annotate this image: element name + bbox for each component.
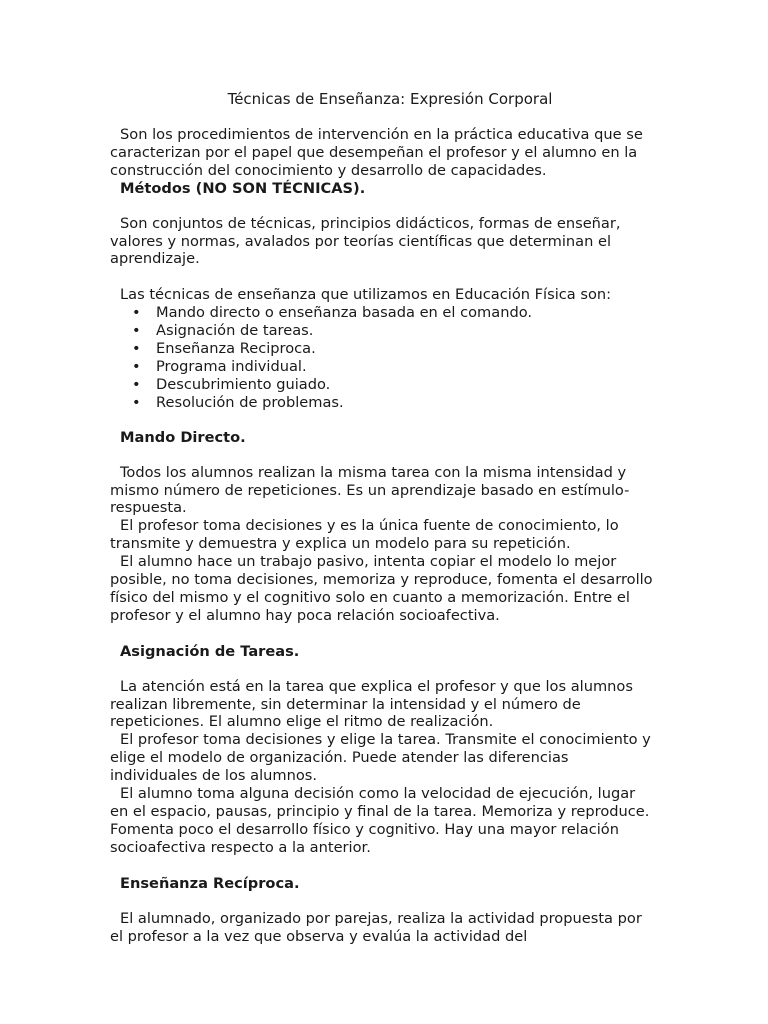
mando-paragraph-2: El profesor toma decisiones y es la única fuente de conocimiento, lo transmite y demuestra y explica un modelo para su repetición. (110, 517, 619, 553)
document-page (110, 89, 658, 945)
reciproca-paragraph-1: El alumnado, organizado por parejas, realiza la actividad propuesta por el profesor a la vez que observa y evalúa la actividad del (110, 909, 642, 945)
metodos-paragraph: Son conjuntos de técnicas, principios didácticos, formas de enseñar, valores y normas, avalados por teorías científicas que determinan el aprendizaje. (110, 214, 621, 268)
list-item-text: Descubrimiento guiado. (156, 375, 331, 393)
bullet-icon: • (132, 304, 141, 322)
list-item-text: Asignación de tareas. (156, 322, 314, 340)
bullet-icon: • (132, 393, 141, 411)
bullet-icon: • (132, 357, 141, 375)
asignacion-paragraph-1: La atención está en la tarea que explica el profesor y que los alumnos realizan libremente, sin determinar la intensidad y el número de repeticiones. El alumno elige el ritmo de realización. (110, 677, 633, 731)
list-item (132, 340, 658, 358)
techniques-list (110, 304, 658, 411)
mando-paragraph-3: El alumno hace un trabajo pasivo, intenta copiar el modelo lo mejor posible, no toma decisiones, memoriza y reproduce, fomenta el desarrollo físico del mismo y el cognitivo solo en cuanto a memorización. Entre el profesor y el alumno hay poca relación socioafectiva. (110, 553, 653, 624)
bullet-icon: • (132, 340, 141, 358)
section-heading-reciproca: Enseñanza Recíproca. (120, 874, 300, 892)
section-heading-metodos: Métodos (NO SON TÉCNICAS). (120, 179, 366, 197)
list-item (132, 322, 658, 340)
mando-paragraph-1: Todos los alumnos realizan la misma tarea con la misma intensidad y mismo número de repeticiones. Es un aprendizaje basado en estímulo-respuesta. (110, 463, 630, 517)
techniques-list-intro: Las técnicas de enseñanza que utilizamos en Educación Física son: (120, 286, 612, 304)
intro-paragraph: Son los procedimientos de intervención en la práctica educativa que se caracterizan por el papel que desempeñan el profesor y el alumno en la construcción del conocimiento y desarrollo de capacidades. (110, 126, 643, 179)
list-item (132, 375, 658, 394)
asignacion-paragraph-2: El profesor toma decisiones y elige la tarea. Transmite el conocimiento y elige el modelo de organización. Puede atender las diferencias individuales de los alumnos. (110, 731, 651, 785)
document-title: Técnicas de Enseñanza: Expresión Corporal (227, 90, 553, 108)
bullet-icon: • (132, 375, 141, 393)
list-item-text: Mando directo o enseñanza basada en el comando. (156, 304, 533, 322)
bullet-icon: • (132, 322, 141, 340)
section-heading-asignacion: Asignación de Tareas. (120, 642, 300, 660)
list-item-text: Enseñanza Reciproca. (156, 340, 316, 358)
list-item-text: Programa individual. (156, 357, 307, 375)
asignacion-paragraph-3: El alumno toma alguna decisión como la velocidad de ejecución, lugar en el espacio, pausas, principio y final de la tarea. Memoriza y reproduce. Fomenta poco el desarrollo físico y cognitivo. Hay una mayor relación socioafectiva respecto a la anterior. (110, 785, 650, 856)
list-item (132, 393, 658, 412)
list-item (132, 304, 658, 322)
list-item (132, 357, 658, 376)
list-item-text: Resolución de problemas. (156, 393, 344, 411)
section-heading-mando-directo: Mando Directo. (120, 428, 246, 446)
